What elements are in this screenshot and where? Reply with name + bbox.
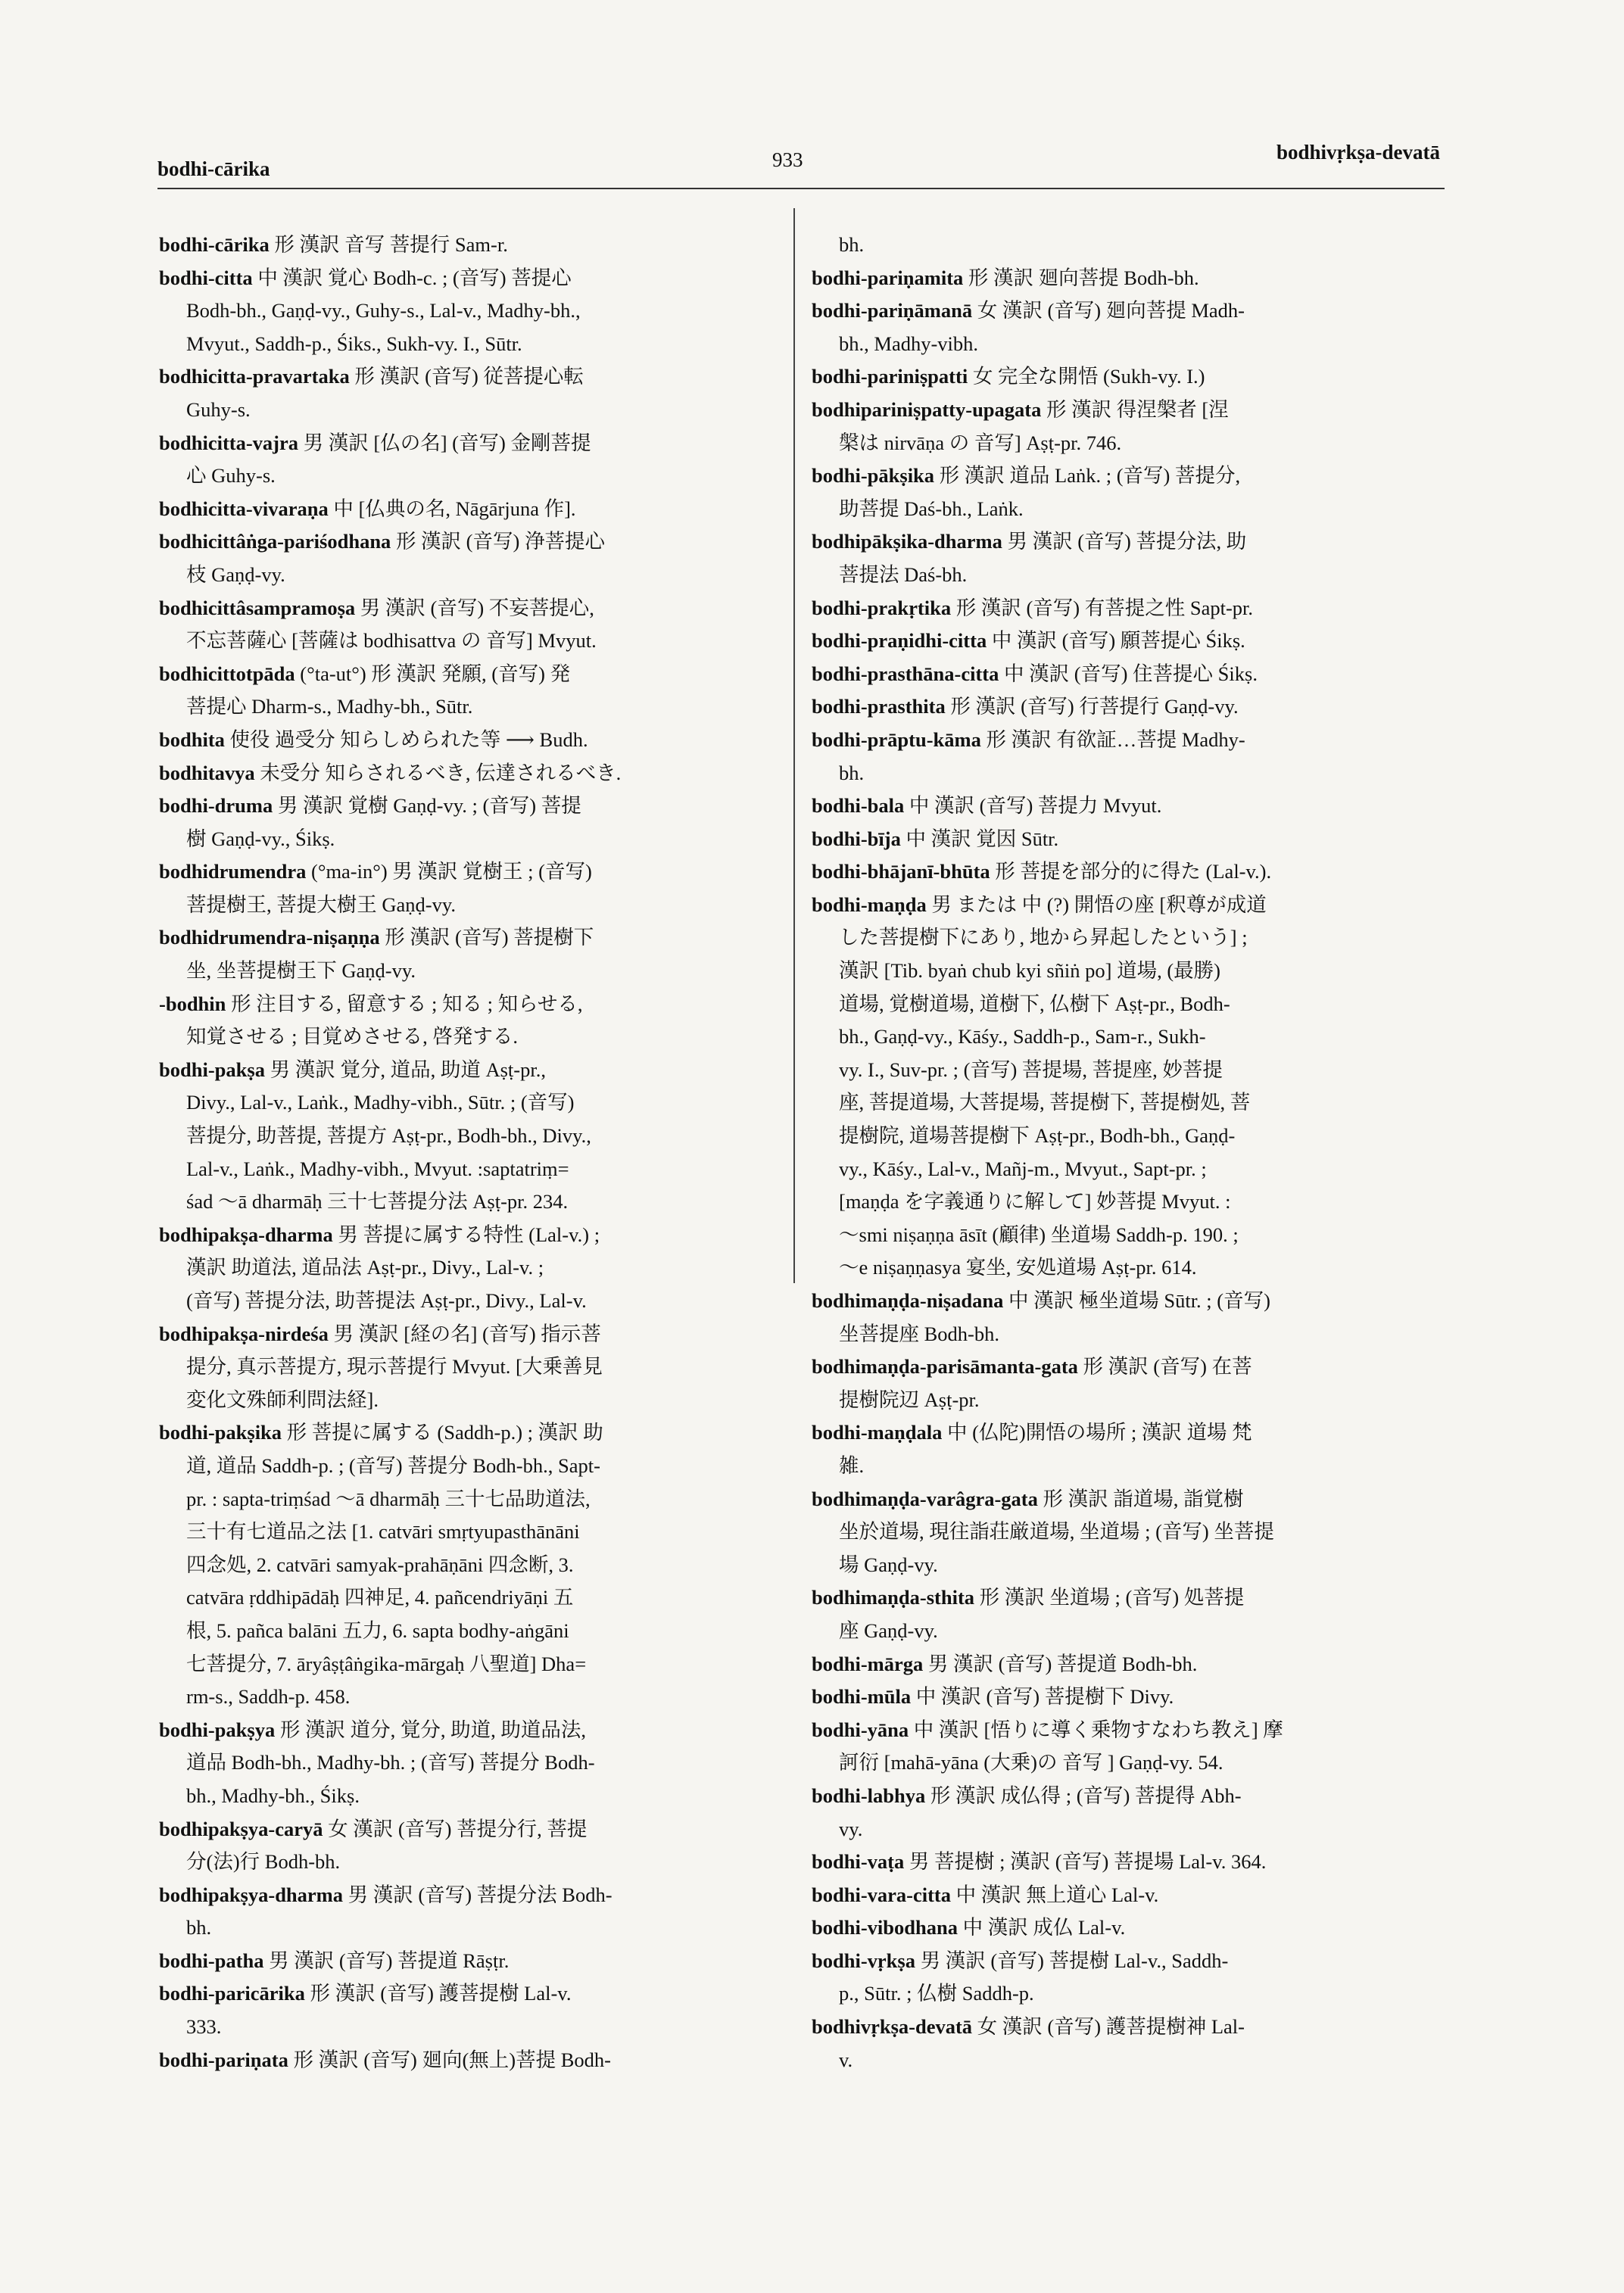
dictionary-line xyxy=(159,1911,795,1945)
definition-text: bh. xyxy=(839,761,865,784)
definition-text: 坐菩提座 Bodh-bh. xyxy=(839,1322,999,1345)
dictionary-line xyxy=(159,1351,795,1384)
definition-text: 形 漢訳 成仏得 ; (音写) 菩提得 Abh- xyxy=(925,1784,1242,1807)
definition-text: 形 漢訳 (音写) 行菩提行 Gaṇḍ-vy. xyxy=(945,695,1239,718)
headword: -bodhin xyxy=(159,992,226,1015)
dictionary-line xyxy=(812,360,1448,394)
headword: bodhi-prakṛtika xyxy=(812,596,952,619)
dictionary-line xyxy=(159,757,795,790)
dictionary-line xyxy=(159,1879,795,1912)
dictionary-line xyxy=(159,2011,795,2044)
dictionary-line xyxy=(812,724,1448,757)
headword: bodhi-pariṇata xyxy=(159,2048,288,2071)
definition-text: vy., Kāśy., Lal-v., Mañj-m., Mvyut., Sapt-pr. ; xyxy=(839,1157,1207,1180)
definition-text: 三十有七道品之法 [1. catvāri smṛtyupasthānāni xyxy=(186,1520,580,1544)
definition-text: 槃は nirvāṇa の 音写] Aṣṭ-pr. 746. xyxy=(839,431,1122,454)
dictionary-line xyxy=(812,757,1448,790)
dictionary-line xyxy=(159,1846,795,1879)
definition-text: 形 漢訳 (音写) 浄菩提心 xyxy=(391,530,605,553)
dictionary-line xyxy=(159,955,795,988)
headword: bodhicittâsampramoṣa xyxy=(159,596,356,619)
definition-text: [maṇḍa を字義通りに解して] 妙菩提 Mvyut. : xyxy=(839,1190,1231,1213)
definition-text: 菩提樹王, 菩提大樹王 Gaṇḍ-vy. xyxy=(186,893,457,916)
dictionary-line xyxy=(159,1251,795,1285)
dictionary-line xyxy=(812,1351,1448,1384)
dictionary-line xyxy=(159,1977,795,2011)
definition-text: 使役 過受分 知らしめられた等 ⟶ Budh. xyxy=(224,727,588,751)
dictionary-line xyxy=(159,988,795,1021)
headword: bodhivṛkṣa-devatā xyxy=(812,2015,973,2039)
definition-text: pr. : sapta-triṃśad ～ā dharmāḥ 三十七品助道法, xyxy=(186,1487,591,1510)
dictionary-line xyxy=(159,460,795,493)
right-column xyxy=(812,229,1448,2076)
definition-text: 形 菩提を部分的に得た (Lal-v.). xyxy=(990,860,1272,883)
headword: bodhi-druma xyxy=(159,794,273,818)
dictionary-line xyxy=(159,724,795,757)
definition-text: 形 漢訳 詣道場, 詣覚樹 xyxy=(1037,1487,1244,1510)
dictionary-line xyxy=(159,525,795,559)
dictionary-line xyxy=(812,1879,1448,1912)
headword: bodhimaṇḍa-niṣadana xyxy=(812,1289,1004,1312)
definition-text: 形 漢訳 (音写) 菩提樹下 xyxy=(379,926,594,949)
dictionary-line xyxy=(812,955,1448,988)
definition-text: bh., Madhy-bh., Śikṣ. xyxy=(186,1784,360,1807)
dictionary-line xyxy=(159,1780,795,1813)
definition-text: 男 漢訳 [仏の名] (音写) 金剛菩提 xyxy=(298,431,591,454)
dictionary-line xyxy=(159,921,795,955)
headword: bodhicittotpāda xyxy=(159,662,295,685)
headword: bodhipakṣya-dharma xyxy=(159,1883,344,1906)
dictionary-line xyxy=(812,658,1448,691)
definition-text: 男 または 中 (?) 開悟の座 [釈尊が成道 xyxy=(926,893,1267,916)
dictionary-line xyxy=(812,1780,1448,1813)
definition-text: p., Sūtr. ; 仏樹 Saddh-p. xyxy=(839,1982,1034,2005)
headword: bodhi-cārika xyxy=(159,233,270,256)
dictionary-line xyxy=(159,625,795,658)
dictionary-line xyxy=(812,921,1448,955)
header-rule xyxy=(157,188,1445,189)
definition-text: 中 漢訳 (音写) 住菩提心 Śikṣ. xyxy=(999,662,1258,685)
definition-text: bh. xyxy=(186,1916,212,1939)
dictionary-line xyxy=(159,855,795,889)
headword: bodhita xyxy=(159,727,225,751)
dictionary-line xyxy=(812,1813,1448,1846)
dictionary-line xyxy=(812,460,1448,493)
definition-text: bh. xyxy=(839,233,865,256)
dictionary-line xyxy=(812,2044,1448,2077)
headword: bodhicittâṅga-pariśodhana xyxy=(159,530,391,553)
dictionary-line xyxy=(159,427,795,460)
dictionary-line xyxy=(812,394,1448,427)
definition-text: 形 漢訳 坐道場 ; (音写) 処菩提 xyxy=(974,1586,1245,1609)
dictionary-line xyxy=(159,790,795,823)
definition-text: 菩提分, 助菩提, 菩提方 Aṣṭ-pr., Bodh-bh., Divy., xyxy=(186,1124,591,1148)
dictionary-line xyxy=(812,262,1448,295)
definition-text: 道場, 覚樹道場, 道樹下, 仏樹下 Aṣṭ-pr., Bodh- xyxy=(839,992,1230,1015)
headword: bodhi-vaṭa xyxy=(812,1850,905,1874)
definition-text: 形 漢訳 (音写) 有菩提之性 Sapt-pr. xyxy=(951,596,1254,619)
definition-text: 助菩提 Daś-bh., Laṅk. xyxy=(839,497,1024,520)
dictionary-line xyxy=(159,1416,795,1450)
definition-text: 男 漢訳 覚分, 道品, 助道 Aṣṭ-pr., xyxy=(264,1058,546,1081)
definition-text: 男 漢訳 (音写) 菩提樹 Lal-v., Saddh- xyxy=(915,1949,1229,1972)
dictionary-line xyxy=(159,592,795,625)
definition-text: v. xyxy=(839,2048,853,2071)
definition-text: 中 漢訳 無上道心 Lal-v. xyxy=(951,1883,1159,1906)
dictionary-line xyxy=(159,1648,795,1681)
dictionary-line xyxy=(159,690,795,724)
dictionary-line xyxy=(159,1681,795,1714)
dictionary-line xyxy=(812,229,1448,262)
dictionary-line xyxy=(812,1185,1448,1219)
headword: bodhi-pakṣa xyxy=(159,1058,265,1081)
definition-text: 形 漢訳 道分, 覚分, 助道, 助道品法, xyxy=(275,1718,586,1741)
definition-text: Mvyut., Saddh-p., Śiks., Sukh-vy. I., Sūtr. xyxy=(186,332,522,355)
dictionary-line xyxy=(159,229,795,262)
definition-text: 場 Gaṇḍ-vy. xyxy=(839,1553,938,1576)
dictionary-line xyxy=(812,625,1448,658)
dictionary-line xyxy=(812,493,1448,526)
headword: bodhi-prasthāna-citta xyxy=(812,662,999,685)
dictionary-line xyxy=(159,1549,795,1582)
definition-text: 中 漢訳 (音写) 菩提樹下 Divy. xyxy=(911,1685,1174,1709)
headword: bodhi-pakṣya xyxy=(159,1718,276,1741)
definition-text: 漢訳 助道法, 道品法 Aṣṭ-pr., Divy., Lal-v. ; xyxy=(186,1256,544,1279)
dictionary-line xyxy=(159,1945,795,1978)
dictionary-line xyxy=(159,1054,795,1087)
dictionary-line xyxy=(812,427,1448,460)
dictionary-line xyxy=(159,1384,795,1417)
headword: bodhi-maṇḍa xyxy=(812,893,927,916)
headword: bodhi-pariṇāmanā xyxy=(812,299,973,322)
definition-text: 形 漢訳 (音写) 在菩 xyxy=(1077,1355,1252,1379)
definition-text: 菩提心 Dharm-s., Madhy-bh., Sūtr. xyxy=(186,695,473,718)
dictionary-line xyxy=(812,592,1448,625)
dictionary-line xyxy=(812,328,1448,361)
headword: bodhi-paricārika xyxy=(159,1982,305,2005)
definition-text: 坐, 坐菩提樹王下 Gaṇḍ-vy. xyxy=(186,959,416,983)
dictionary-line xyxy=(812,1450,1448,1483)
definition-text: 中 漢訳 成仏 Lal-v. xyxy=(957,1916,1126,1939)
definition-text: 提分, 真示菩提方, 現示菩提行 Mvyut. [大乗善見 xyxy=(186,1355,603,1379)
dictionary-line xyxy=(159,394,795,427)
definition-text: 男 菩提樹 ; 漢訳 (音写) 菩提場 Lal-v. 364. xyxy=(904,1850,1267,1874)
dictionary-line xyxy=(159,493,795,526)
definition-text: 中 漢訳 覚因 Sūtr. xyxy=(900,827,1059,850)
dictionary-line xyxy=(812,525,1448,559)
headword: bodhi-maṇḍala xyxy=(812,1421,943,1444)
column-divider xyxy=(793,208,795,1283)
dictionary-line xyxy=(812,1020,1448,1054)
dictionary-line xyxy=(812,1714,1448,1747)
definition-text: 女 完全な開悟 (Sukh-vy. I.) xyxy=(968,365,1205,388)
definition-text: 訶衍 [mahā-yāna (大乗)の 音写 ] Gaṇḍ-vy. 54. xyxy=(839,1751,1223,1774)
headword: bodhi-bhājanī-bhūta xyxy=(812,860,990,883)
dictionary-line xyxy=(812,1846,1448,1879)
definition-text: 333. xyxy=(186,2015,222,2039)
dictionary-line xyxy=(812,1648,1448,1681)
definition-text: 心 Guhy-s. xyxy=(186,464,276,488)
headword: bodhipariniṣpatty-upagata xyxy=(812,397,1042,421)
definition-text: 中 漢訳 極坐道場 Sūtr. ; (音写) xyxy=(1003,1289,1270,1312)
headword: bodhi-labhya xyxy=(812,1784,926,1807)
definition-text: 雑. xyxy=(839,1453,865,1477)
definition-text: Bodh-bh., Gaṇḍ-vy., Guhy-s., Lal-v., Madhy-bh., xyxy=(186,299,581,322)
headword: bodhimaṇḍa-varâgra-gata xyxy=(812,1487,1038,1510)
definition-text: 形 漢訳 道品 Laṅk. ; (音写) 菩提分, xyxy=(934,464,1241,488)
dictionary-line xyxy=(812,1945,1448,1978)
headword: bodhi-vibodhana xyxy=(812,1916,958,1939)
definition-text: 形 漢訳 有欲証…菩提 Madhy- xyxy=(980,727,1245,751)
definition-text: 女 漢訳 (音写) 菩提分行, 菩提 xyxy=(323,1817,588,1840)
definition-text: 未受分 知らされるべき, 伝達されるべき. xyxy=(254,761,622,784)
dictionary-line xyxy=(812,1581,1448,1615)
definition-text: (°ta-ut°) 形 漢訳 発願, (音写) 発 xyxy=(295,662,571,685)
dictionary-line xyxy=(812,1054,1448,1087)
dictionary-line xyxy=(159,294,795,328)
definition-text: 根, 5. pañca balāni 五力, 6. sapta bodhy-aṅgāni xyxy=(186,1618,569,1642)
definition-text: 漢訳 [Tib. byaṅ chub kyi sñiṅ po] 道場, (最勝) xyxy=(839,959,1220,983)
headword: bodhi-bala xyxy=(812,794,905,818)
headword: bodhi-mūla xyxy=(812,1685,912,1709)
definition-text: 男 漢訳 (音写) 菩提分法, 助 xyxy=(1002,530,1247,553)
dictionary-line xyxy=(159,823,795,856)
headword: bodhi-pakṣika xyxy=(159,1421,282,1444)
dictionary-line xyxy=(159,1185,795,1219)
definition-text: した菩提樹下にあり, 地から昇起したという] ; xyxy=(839,926,1248,949)
page-number: 933 xyxy=(772,148,803,171)
headword: bodhipakṣa-nirdeśa xyxy=(159,1322,329,1345)
dictionary-line xyxy=(812,1416,1448,1450)
headword: bodhitavya xyxy=(159,761,255,784)
dictionary-line xyxy=(159,1581,795,1615)
headword: bodhicitta-vivaraṇa xyxy=(159,497,329,520)
dictionary-line xyxy=(159,1746,795,1780)
definition-text: 男 漢訳 (音写) 菩提道 Rāṣṭr. xyxy=(263,1949,510,1972)
headword: bodhimaṇḍa-parisāmanta-gata xyxy=(812,1355,1078,1379)
dictionary-line xyxy=(159,1450,795,1483)
definition-text: catvāra ṛddhipādāḥ 四神足, 4. pañcendriyāṇi 五 xyxy=(186,1586,574,1609)
definition-text: 分(法)行 Bodh-bh. xyxy=(186,1850,341,1874)
definition-text: śad ～ā dharmāḥ 三十七菩提分法 Aṣṭ-pr. 234. xyxy=(186,1190,569,1213)
dictionary-line xyxy=(159,1020,795,1054)
headword: bodhidrumendra-niṣaṇṇa xyxy=(159,926,380,949)
dictionary-line xyxy=(159,1086,795,1120)
definition-text: 形 菩提に属する (Saddh-p.) ; 漢訳 助 xyxy=(282,1421,603,1444)
dictionary-line xyxy=(812,1318,1448,1351)
headword: bodhidrumendra xyxy=(159,860,307,883)
dictionary-line xyxy=(812,1615,1448,1648)
definition-text: bh., Madhy-vibh. xyxy=(839,332,979,355)
definition-text: ～smi niṣaṇṇa āsīt (顧律) 坐道場 Saddh-p. 190. ; xyxy=(839,1223,1239,1246)
headword: bodhi-pariniṣpatti xyxy=(812,365,968,388)
dictionary-line xyxy=(159,559,795,592)
headword: bodhi-vṛkṣa xyxy=(812,1949,915,1972)
definition-text: 道品 Bodh-bh., Madhy-bh. ; (音写) 菩提分 Bodh- xyxy=(186,1751,595,1774)
definition-text: 道, 道品 Saddh-p. ; (音写) 菩提分 Bodh-bh., Sapt- xyxy=(186,1453,600,1477)
definition-text: 中 漢訳 (音写) 菩提力 Mvyut. xyxy=(904,794,1162,818)
definition-text: 不忘菩薩心 [菩薩は bodhisattva の 音写] Mvyut. xyxy=(186,629,597,653)
dictionary-line xyxy=(812,1120,1448,1153)
dictionary-line xyxy=(159,360,795,394)
definition-text: 樹 Gaṇḍ-vy., Śikṣ. xyxy=(186,827,335,850)
definition-text: 七菩提分, 7. āryâṣṭâṅgika-mārgaḥ 八聖道] Dha= xyxy=(186,1652,587,1675)
definition-text: 形 漢訳 (音写) 護菩提樹 Lal-v. xyxy=(304,1982,572,2005)
headword: bodhi-praṇidhi-citta xyxy=(812,629,987,653)
dictionary-line xyxy=(812,1483,1448,1516)
definition-text: Lal-v., Laṅk., Madhy-vibh., Mvyut. :saptatriṃ= xyxy=(186,1157,569,1180)
dictionary-line xyxy=(812,1681,1448,1714)
dictionary-line xyxy=(159,1714,795,1747)
definition-text: 形 注目する, 留意する ; 知る ; 知らせる, xyxy=(226,992,583,1015)
dictionary-line xyxy=(812,790,1448,823)
definition-text: 形 漢訳 得涅槃者 [涅 xyxy=(1041,397,1229,421)
definition-text: 形 漢訳 (音写) 従菩提心転 xyxy=(349,365,584,388)
headword: bodhi-pākṣika xyxy=(812,464,935,488)
definition-text: ～e niṣaṇṇasya 宴坐, 安処道場 Aṣṭ-pr. 614. xyxy=(839,1256,1197,1279)
dictionary-line xyxy=(159,1219,795,1252)
definition-text: 形 漢訳 (音写) 廻向(無上)菩提 Bodh- xyxy=(288,2048,612,2071)
dictionary-line xyxy=(159,658,795,691)
headword: bodhicitta-vajra xyxy=(159,431,299,454)
definition-text: 知覚させる ; 目覚めさせる, 啓発する. xyxy=(186,1025,518,1048)
dictionary-line xyxy=(159,262,795,295)
definition-text: 形 漢訳 廻向菩提 Bodh-bh. xyxy=(963,266,1199,289)
headword: bodhi-yāna xyxy=(812,1718,909,1741)
headword: bodhi-prasthita xyxy=(812,695,946,718)
dictionary-line xyxy=(812,1153,1448,1186)
definition-text: vy. xyxy=(839,1817,863,1840)
definition-text: 女 漢訳 (音写) 護菩提樹神 Lal- xyxy=(972,2015,1245,2039)
definition-text: rm-s., Saddh-p. 458. xyxy=(186,1685,351,1709)
dictionary-line xyxy=(159,2044,795,2077)
definition-text: vy. I., Suv-pr. ; (音写) 菩提場, 菩提座, 妙菩提 xyxy=(839,1058,1223,1081)
definition-text: 形 漢訳 音写 菩提行 Sam-r. xyxy=(269,233,508,256)
definition-text: 男 漢訳 (音写) 不妄菩提心, xyxy=(355,596,594,619)
definition-text: 提樹院, 道場菩提樹下 Aṣṭ-pr., Bodh-bh., Gaṇḍ- xyxy=(839,1124,1236,1148)
definition-text: Divy., Lal-v., Laṅk., Madhy-vibh., Sūtr. ; (音写) xyxy=(186,1091,575,1114)
dictionary-line xyxy=(812,1086,1448,1120)
headword: bodhi-bīja xyxy=(812,827,901,850)
headword: bodhipakṣya-caryā xyxy=(159,1817,323,1840)
definition-text: 変化文殊師利問法経]. xyxy=(186,1388,379,1411)
definition-text: 男 漢訳 [経の名] (音写) 指示菩 xyxy=(328,1322,601,1345)
dictionary-line xyxy=(812,294,1448,328)
definition-text: bh., Gaṇḍ-vy., Kāśy., Saddh-p., Sam-r., Sukh- xyxy=(839,1025,1206,1048)
dictionary-line xyxy=(159,1318,795,1351)
headword: bodhi-patha xyxy=(159,1949,264,1972)
definition-text: 提樹院辺 Aṣṭ-pr. xyxy=(839,1388,980,1411)
definition-text: 女 漢訳 (音写) 廻向菩提 Madh- xyxy=(972,299,1245,322)
dictionary-line xyxy=(812,889,1448,922)
definition-text: 坐於道場, 現往詣荘厳道場, 坐道場 ; (音写) 坐菩提 xyxy=(839,1520,1274,1544)
dictionary-line xyxy=(812,1285,1448,1318)
definition-text: 男 漢訳 覚樹 Gaṇḍ-vy. ; (音写) 菩提 xyxy=(273,794,581,818)
definition-text: 中 漢訳 覚心 Bodh-c. ; (音写) 菩提心 xyxy=(252,266,572,289)
dictionary-line xyxy=(812,855,1448,889)
definition-text: (°ma-in°) 男 漢訳 覚樹王 ; (音写) xyxy=(306,860,592,883)
definition-text: 座, 菩提道場, 大菩提場, 菩提樹下, 菩提樹処, 菩 xyxy=(839,1091,1251,1114)
definition-text: 菩提法 Daś-bh. xyxy=(839,562,968,586)
definition-text: (音写) 菩提分法, 助菩提法 Aṣṭ-pr., Divy., Lal-v. xyxy=(186,1289,587,1312)
running-header-right: bodhivṛkṣa-devatā xyxy=(1276,141,1440,164)
definition-text: 枝 Gaṇḍ-vy. xyxy=(186,562,285,586)
dictionary-line xyxy=(159,1120,795,1153)
definition-text: 中 [仏典の名, Nāgārjuna 作]. xyxy=(328,497,576,520)
definition-text: 四念処, 2. catvāri samyak-prahāṇāni 四念断, 3. xyxy=(186,1553,574,1576)
dictionary-line xyxy=(812,559,1448,592)
headword: bodhi-citta xyxy=(159,266,253,289)
definition-text: Guhy-s. xyxy=(186,397,251,421)
dictionary-line xyxy=(159,889,795,922)
dictionary-line xyxy=(812,1219,1448,1252)
dictionary-line xyxy=(812,988,1448,1021)
headword: bodhi-prāptu-kāma xyxy=(812,727,981,751)
dictionary-line xyxy=(159,1615,795,1648)
headword: bodhi-mārga xyxy=(812,1652,924,1675)
dictionary-line xyxy=(159,328,795,361)
dictionary-line xyxy=(159,1153,795,1186)
headword: bodhicitta-pravartaka xyxy=(159,365,350,388)
definition-text: 男 漢訳 (音写) 菩提分法 Bodh- xyxy=(343,1883,613,1906)
dictionary-line xyxy=(812,1516,1448,1549)
dictionary-line xyxy=(812,1977,1448,2011)
definition-text: 中 (仏陀)開悟の場所 ; 漢訳 道場 梵 xyxy=(942,1421,1252,1444)
dictionary-line xyxy=(812,1549,1448,1582)
dictionary-line xyxy=(812,1384,1448,1417)
dictionary-line xyxy=(159,1516,795,1549)
dictionary-line xyxy=(159,1483,795,1516)
dictionary-line xyxy=(812,690,1448,724)
definition-text: 座 Gaṇḍ-vy. xyxy=(839,1618,938,1642)
dictionary-line xyxy=(812,1746,1448,1780)
headword: bodhipakṣa-dharma xyxy=(159,1223,333,1246)
definition-text: 男 菩提に属する特性 (Lal-v.) ; xyxy=(332,1223,600,1246)
headword: bodhi-vara-citta xyxy=(812,1883,952,1906)
running-header-left: bodhi-cārika xyxy=(157,157,270,180)
headword: bodhimaṇḍa-sthita xyxy=(812,1586,975,1609)
dictionary-line xyxy=(159,1285,795,1318)
left-column xyxy=(159,229,795,2076)
dictionary-line xyxy=(812,2011,1448,2044)
dictionary-line xyxy=(159,1813,795,1846)
definition-text: 中 漢訳 [悟りに導く乗物すなわち教え] 摩 xyxy=(909,1718,1283,1741)
headword: bodhi-pariṇamita xyxy=(812,266,964,289)
dictionary-line xyxy=(812,823,1448,856)
definition-text: 中 漢訳 (音写) 願菩提心 Śikṣ. xyxy=(987,629,1245,653)
definition-text: 男 漢訳 (音写) 菩提道 Bodh-bh. xyxy=(923,1652,1198,1675)
dictionary-line xyxy=(812,1251,1448,1285)
headword: bodhipākṣika-dharma xyxy=(812,530,1002,553)
dictionary-line xyxy=(812,1911,1448,1945)
